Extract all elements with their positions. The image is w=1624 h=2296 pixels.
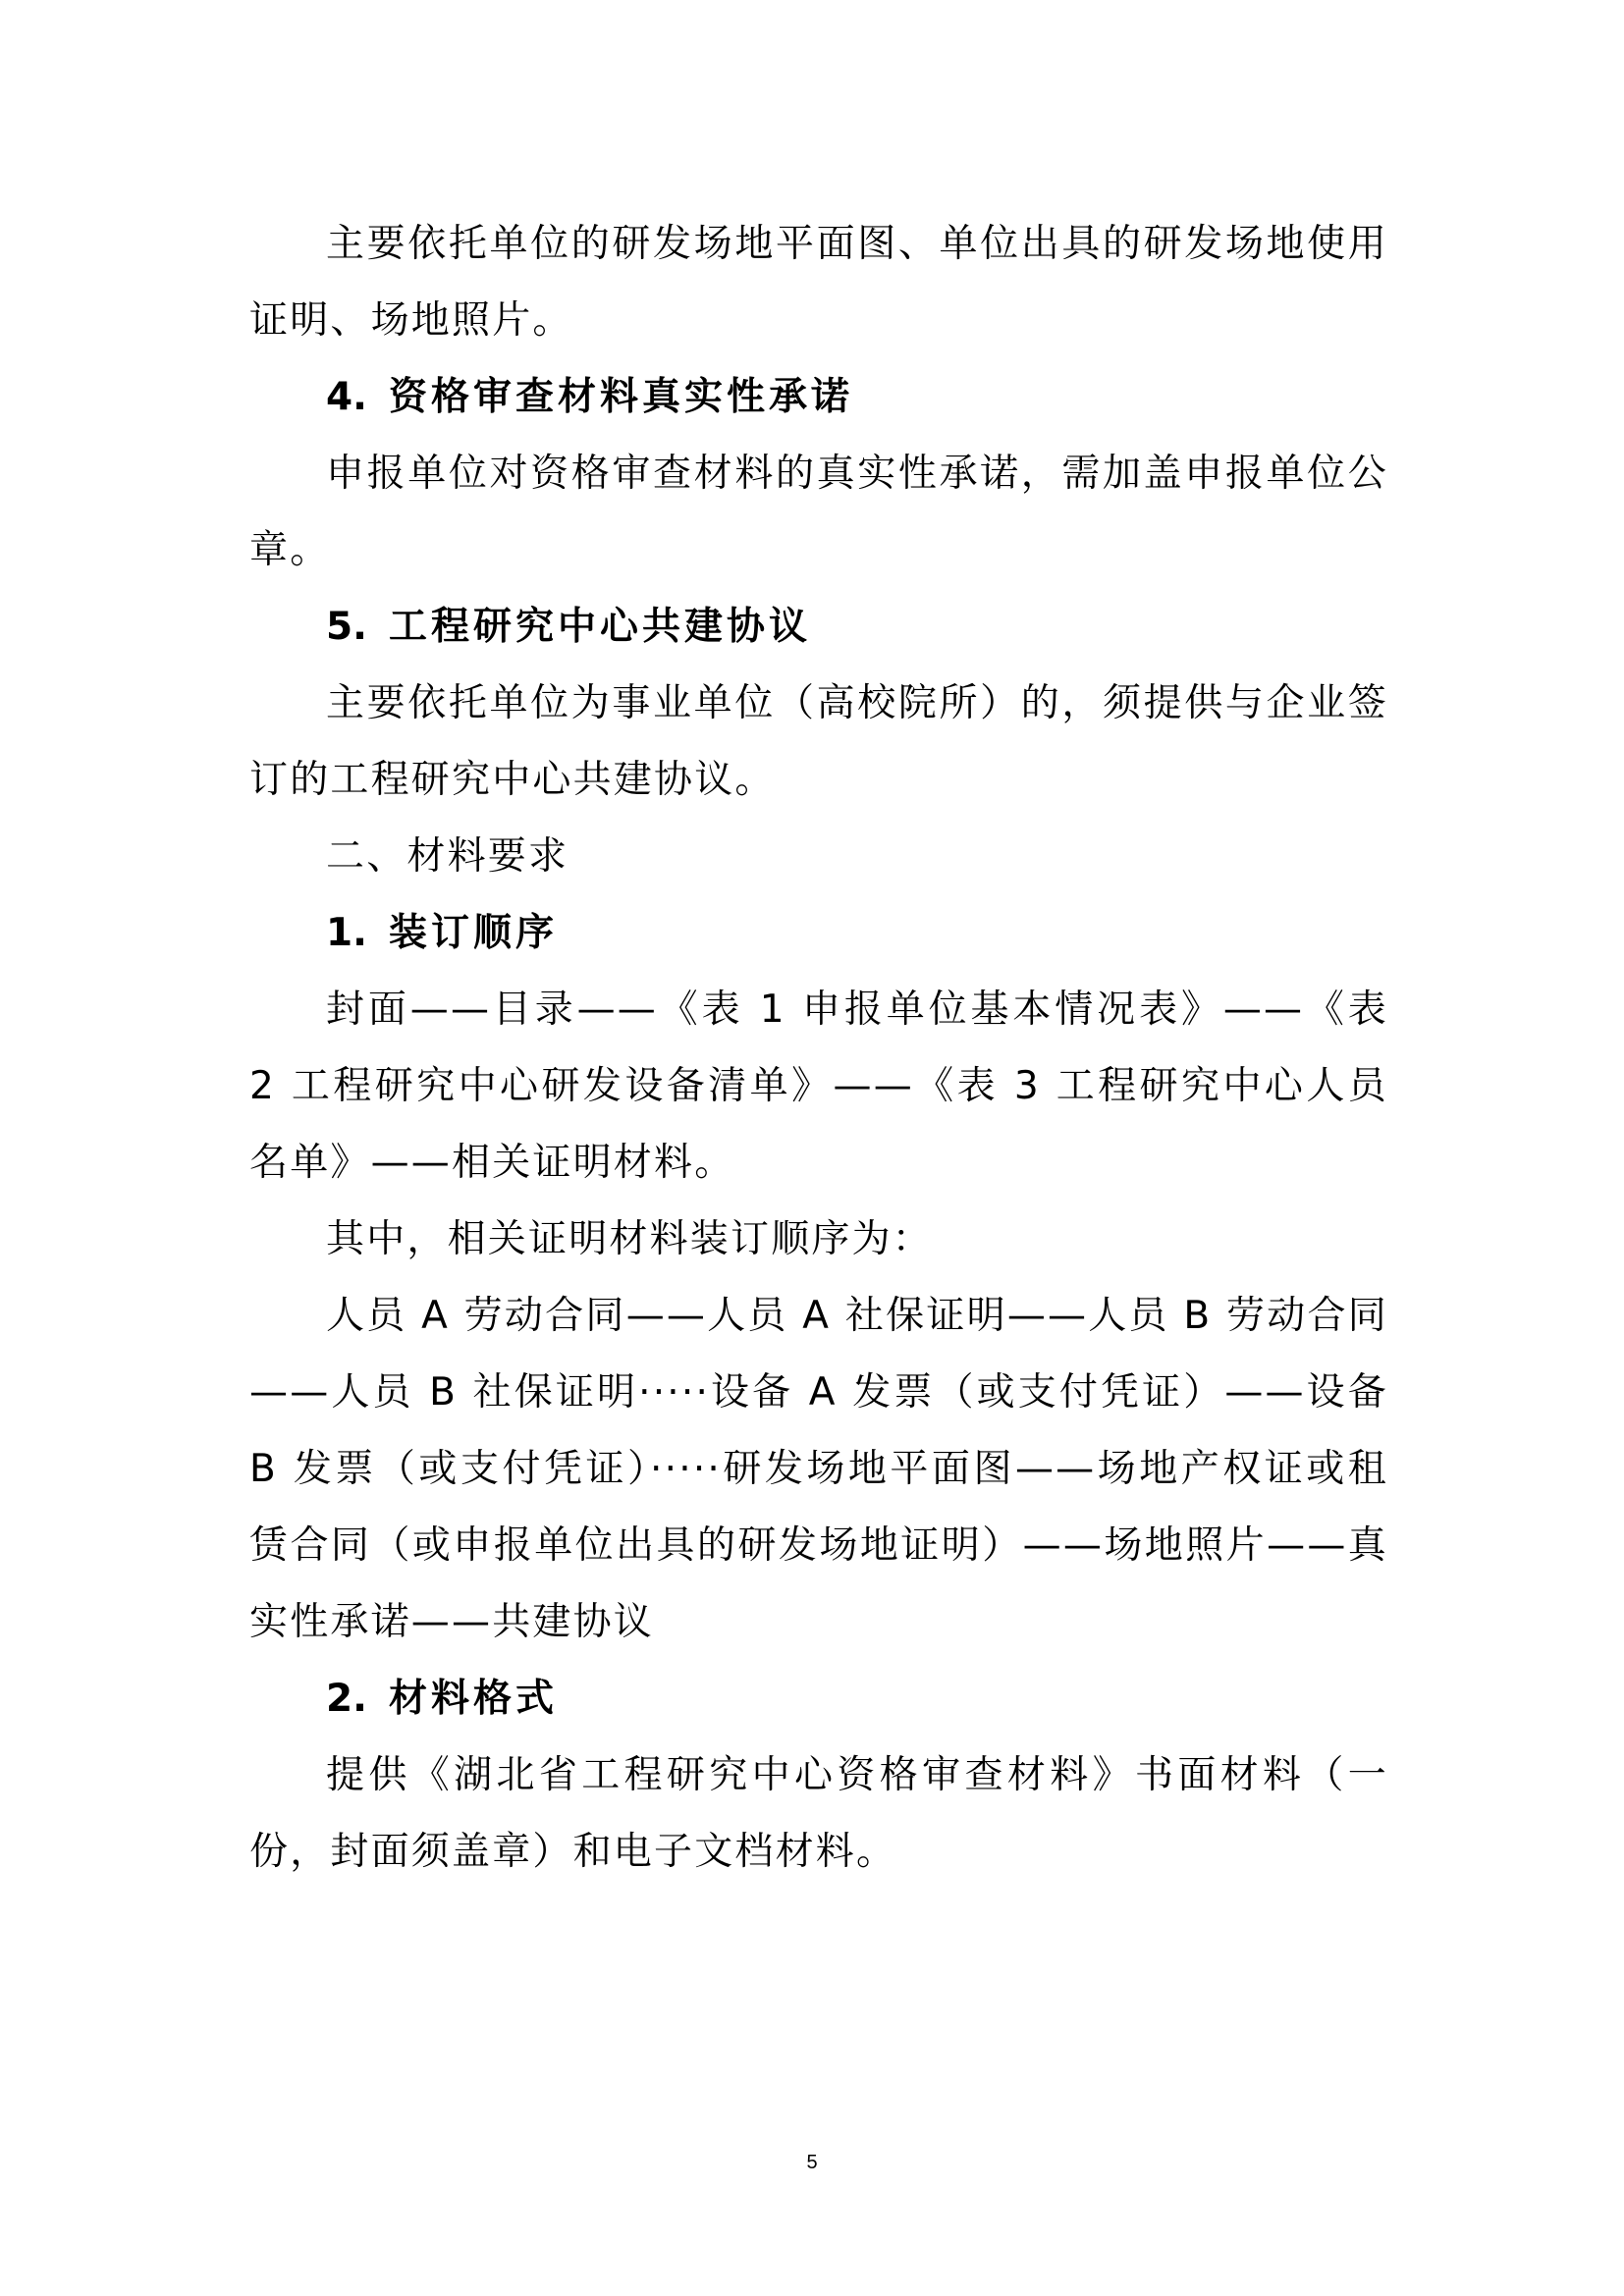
subheading-number: 4.	[326, 375, 367, 419]
subheading	[249, 589, 1388, 666]
paragraph: 人员 A 劳动合同——人员 A 社保证明——人员 B 劳动合同——人员 B 社保证明·····设备 A 发票（或支付凭证）——设备 B 发票（或支付凭证）·····研发场地平面图——场地产权证或租赁合同（或申报单位出具的研发场地证明）——场地照片——真实性承诺——共建协议	[249, 1294, 1388, 1644]
document-body	[249, 206, 1388, 1891]
page-number: 5	[806, 2152, 818, 2173]
subheading-title: 装订顺序	[389, 911, 559, 955]
subheading-title: 材料格式	[389, 1677, 559, 1721]
subheading-title: 工程研究中心共建协议	[389, 605, 812, 649]
subheading	[249, 359, 1388, 436]
subheading	[249, 1661, 1388, 1737]
paragraph: 申报单位对资格审查材料的真实性承诺，需加盖申报单位公章。	[249, 452, 1388, 572]
subheading-number: 2.	[326, 1677, 367, 1721]
paragraph: 提供《湖北省工程研究中心资格审查材料》书面材料（一份，封面须盖章）和电子文档材料。	[249, 1753, 1388, 1874]
subheading-number: 5.	[326, 605, 367, 649]
paragraph: 其中，相关证明材料装订顺序为：	[326, 1217, 934, 1261]
subheading	[249, 895, 1388, 972]
paragraph: 主要依托单位为事业单位（高校院所）的，须提供与企业签订的工程研究中心共建协议。	[249, 681, 1388, 802]
subheading-number: 1.	[326, 911, 367, 955]
paragraph: 主要依托单位的研发场地平面图、单位出具的研发场地使用证明、场地照片。	[249, 222, 1388, 343]
paragraph: 封面——目录——《表 1 申报单位基本情况表》——《表 2 工程研究中心研发设备清单》——《表 3 工程研究中心人员名单》——相关证明材料。	[249, 988, 1388, 1185]
section-heading: 二、材料要求	[326, 834, 569, 879]
subheading-title: 资格审查材料真实性承诺	[389, 375, 854, 419]
